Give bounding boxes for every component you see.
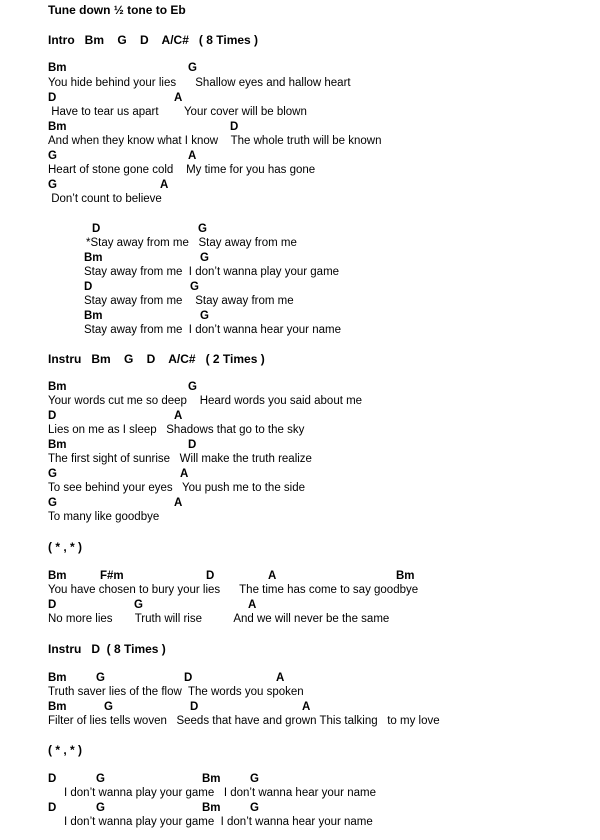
chord: G bbox=[48, 179, 57, 191]
chord: D bbox=[48, 802, 57, 814]
instru-line: Instru D ( 8 Times ) bbox=[48, 642, 166, 656]
chord: F#m bbox=[100, 570, 124, 582]
chord: A bbox=[174, 497, 183, 509]
lyric-line: Have to tear us apart Your cover will be blown bbox=[48, 106, 307, 118]
chord: D bbox=[48, 92, 57, 104]
chord: G bbox=[96, 802, 105, 814]
chord: D bbox=[190, 701, 199, 713]
chord: G bbox=[190, 281, 199, 293]
lyric-line: To see behind your eyes You push me to the side bbox=[48, 482, 306, 494]
chord: A bbox=[276, 672, 285, 684]
lyric-line: Your words cut me so deep Heard words you said about me bbox=[48, 395, 363, 407]
chord: G bbox=[188, 381, 197, 393]
chord: A bbox=[302, 701, 311, 713]
chord: D bbox=[206, 570, 215, 582]
chord: Bm bbox=[48, 121, 67, 133]
chord: G bbox=[104, 701, 113, 713]
lyric-line: I don’t wanna play your game I don’t wanna hear your name bbox=[64, 787, 376, 799]
chord: G bbox=[200, 310, 209, 322]
chord: G bbox=[250, 773, 259, 785]
tuning-note: Tune down ½ tone to Eb bbox=[48, 3, 186, 17]
lyric-line: Heart of stone gone cold My time for you has gone bbox=[48, 164, 316, 176]
chord: G bbox=[48, 497, 57, 509]
chord: A bbox=[268, 570, 277, 582]
chord: Bm bbox=[48, 672, 67, 684]
lyric-line: Lies on me as I sleep Shadows that go to the sky bbox=[48, 424, 305, 436]
chord: Bm bbox=[202, 773, 221, 785]
lyric-line: The first sight of sunrise Will make the truth realize bbox=[48, 453, 312, 465]
chord: A bbox=[248, 599, 257, 611]
chord: D bbox=[48, 773, 57, 785]
chord: A bbox=[160, 179, 169, 191]
lyric-line: Stay away from me I don’t wanna hear your name bbox=[84, 324, 341, 336]
chord: Bm bbox=[84, 252, 103, 264]
chord: A bbox=[174, 410, 183, 422]
chord: G bbox=[200, 252, 209, 264]
lyric-line: I don’t wanna play your game I don’t wanna hear your name bbox=[64, 816, 373, 828]
chord: A bbox=[188, 150, 197, 162]
lyric-line: And when they know what I know The whole truth will be known bbox=[48, 135, 382, 147]
chord: Bm bbox=[48, 62, 67, 74]
repeat-marker: ( * , * ) bbox=[48, 743, 83, 757]
chord: Bm bbox=[48, 381, 67, 393]
chord: D bbox=[230, 121, 239, 133]
chord: A bbox=[174, 92, 183, 104]
chord: Bm bbox=[48, 439, 67, 451]
intro-line: Intro Bm G D A/C# ( 8 Times ) bbox=[48, 33, 259, 47]
chord: G bbox=[48, 468, 57, 480]
chord: G bbox=[96, 672, 105, 684]
lyric-line: Stay away from me I don’t wanna play your game bbox=[84, 266, 340, 278]
chord: G bbox=[250, 802, 259, 814]
chord: D bbox=[84, 281, 93, 293]
chord: D bbox=[48, 599, 57, 611]
chord: Bm bbox=[84, 310, 103, 322]
chord: G bbox=[48, 150, 57, 162]
chord: D bbox=[188, 439, 197, 451]
lyric-line: You hide behind your lies Shallow eyes and hallow heart bbox=[48, 77, 351, 89]
chord: D bbox=[92, 223, 101, 235]
chord: Bm bbox=[48, 570, 67, 582]
lyric-line: No more lies Truth will rise And we will never be the same bbox=[48, 613, 390, 625]
lyric-line: To many like goodbye bbox=[48, 511, 160, 523]
lyric-line: Filter of lies tells woven Seeds that have and grown This talking to my love bbox=[48, 715, 440, 727]
lyric-line: *Stay away from me Stay away from me bbox=[86, 237, 297, 249]
chord: G bbox=[134, 599, 143, 611]
chord: G bbox=[96, 773, 105, 785]
chord: D bbox=[48, 410, 57, 422]
chord: A bbox=[180, 468, 189, 480]
repeat-marker: ( * , * ) bbox=[48, 540, 83, 554]
lyric-line: Don’t count to believe bbox=[48, 193, 162, 205]
chord: G bbox=[198, 223, 207, 235]
chord: Bm bbox=[48, 701, 67, 713]
instru-line: Instru Bm G D A/C# ( 2 Times ) bbox=[48, 352, 265, 366]
lyric-line: Stay away from me Stay away from me bbox=[84, 295, 294, 307]
lyric-line: You have chosen to bury your lies The time has come to say goodbye bbox=[48, 584, 419, 596]
chord: Bm bbox=[202, 802, 221, 814]
chord: D bbox=[184, 672, 193, 684]
lyric-line: Truth saver lies of the flow The words you spoken bbox=[48, 686, 304, 698]
chord: G bbox=[188, 62, 197, 74]
chord: Bm bbox=[396, 570, 415, 582]
